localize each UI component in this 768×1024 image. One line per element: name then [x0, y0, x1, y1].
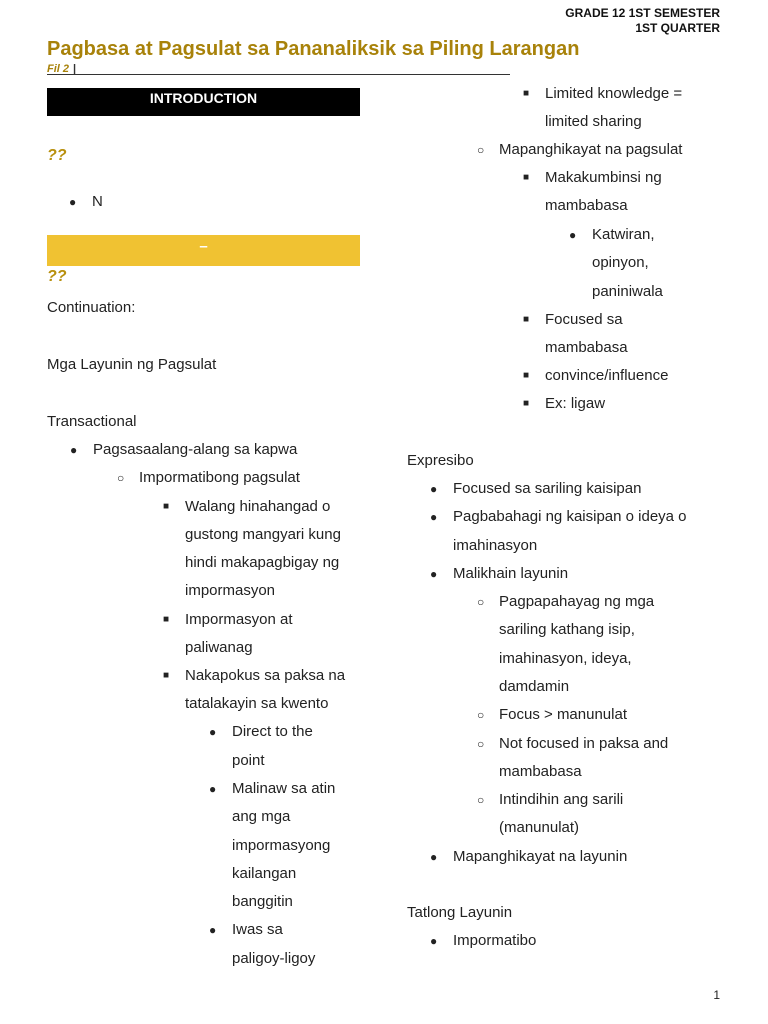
square-bullet-marker: ■ — [163, 501, 170, 512]
left-line: Nakapokus sa paksa na — [185, 667, 346, 684]
bullet-n-text: N — [92, 193, 103, 210]
filled-bullet-marker: ● — [209, 923, 217, 937]
right-line: damdamin — [499, 678, 570, 695]
right-line: Pagbabahagi ng kaisipan o ideya o — [453, 508, 687, 525]
right-line: mambabasa — [499, 763, 582, 780]
left-line: point — [232, 752, 265, 769]
hollow-bullet-marker: ○ — [117, 471, 125, 485]
left-line: tatalakayin sa kwento — [185, 695, 329, 712]
right-line: Makakumbinsi ng — [545, 169, 662, 186]
left-line: Walang hinahangad o — [185, 498, 331, 515]
filled-bullet-marker: ● — [209, 782, 217, 796]
document-title: Pagbasa at Pagsulat sa Pananaliksik sa Piling Larangan — [47, 38, 580, 60]
right-line: convince/influence — [545, 367, 669, 384]
hollow-bullet-marker: ○ — [477, 143, 485, 157]
subject-separator: | — [73, 63, 77, 75]
square-bullet-marker: ■ — [523, 314, 530, 325]
filled-bullet-marker: ● — [430, 850, 438, 864]
square-bullet-marker: ■ — [523, 88, 530, 99]
quarter-label: 1ST QUARTER — [635, 21, 720, 35]
question-marks-heading-2: ?? — [47, 268, 67, 285]
left-line: kailangan — [232, 865, 297, 882]
filled-bullet-marker: ● — [430, 934, 438, 948]
filled-bullet-marker: ● — [430, 510, 438, 524]
filled-bullet-marker: ● — [569, 228, 577, 242]
right-line: Expresibo — [407, 452, 474, 469]
hollow-bullet-marker: ○ — [477, 708, 485, 722]
subject-code: Fil 2 — [47, 63, 70, 75]
right-line: opinyon, — [592, 254, 649, 271]
right-line: (manunulat) — [499, 819, 580, 836]
left-line: ang mga — [232, 808, 291, 825]
square-bullet-marker: ■ — [523, 398, 530, 409]
left-line: impormasyong — [232, 837, 331, 854]
right-line: imahinasyon, ideya, — [499, 650, 632, 667]
right-line: sariling kathang isip, — [499, 621, 635, 638]
right-line: Impormatibo — [453, 932, 537, 949]
left-line: gustong mangyari kung — [185, 526, 341, 543]
square-bullet-marker: ■ — [523, 172, 530, 183]
left-line: paligoy-ligoy — [232, 950, 316, 967]
page-number: 1 — [713, 988, 720, 1002]
square-bullet-marker: ■ — [523, 370, 530, 381]
left-line: paliwanag — [185, 639, 253, 656]
subject-line — [47, 63, 510, 75]
introduction-banner: INTRODUCTION — [47, 88, 360, 116]
right-line: paniniwala — [592, 283, 663, 300]
left-line: Iwas sa — [232, 921, 283, 938]
left-line: Mga Layunin ng Pagsulat — [47, 356, 217, 373]
right-line: Focused sa — [545, 311, 623, 328]
filled-bullet-marker: ● — [209, 725, 217, 739]
right-line: Ex: ligaw — [545, 395, 606, 412]
right-line: limited sharing — [545, 113, 642, 130]
filled-bullet-marker: ● — [430, 567, 438, 581]
right-line: imahinasyon — [453, 537, 538, 554]
right-line: Katwiran, — [592, 226, 655, 243]
right-line: mambabasa — [545, 339, 628, 356]
right-line: Intindihin ang sarili — [499, 791, 624, 808]
left-line: Malinaw sa atin — [232, 780, 336, 797]
square-bullet-marker: ■ — [163, 670, 170, 681]
left-line: hindi makapagbigay ng — [185, 554, 340, 571]
left-line: Pagsasaalang-alang sa kapwa — [93, 441, 298, 458]
right-line: mambabasa — [545, 197, 628, 214]
right-line: Mapanghikayat na pagsulat — [499, 141, 683, 158]
gold-banner: – — [47, 235, 360, 266]
left-line: Transactional — [47, 413, 137, 430]
right-line: Malikhain layunin — [453, 565, 569, 582]
left-line: Continuation: — [47, 299, 136, 316]
right-line: Focused sa sariling kaisipan — [453, 480, 642, 497]
right-line: Tatlong Layunin — [407, 904, 513, 921]
question-marks-heading: ?? — [47, 147, 67, 164]
left-line: Impormasyon at — [185, 611, 293, 628]
right-line: Limited knowledge = — [545, 85, 683, 102]
left-line: Direct to the — [232, 723, 313, 740]
hollow-bullet-marker: ○ — [477, 737, 485, 751]
right-line: Not focused in paksa and — [499, 735, 669, 752]
right-line: Mapanghikayat na layunin — [453, 848, 628, 865]
right-line: Focus > manunulat — [499, 706, 627, 723]
filled-bullet-marker: ● — [70, 443, 78, 457]
square-bullet-marker: ■ — [163, 614, 170, 625]
left-line: banggitin — [232, 893, 293, 910]
hollow-bullet-marker: ○ — [477, 595, 485, 609]
right-line: Pagpapahayag ng mga — [499, 593, 655, 610]
bullet-marker: ● — [69, 195, 77, 209]
left-line: impormasyon — [185, 582, 276, 599]
filled-bullet-marker: ● — [430, 482, 438, 496]
hollow-bullet-marker: ○ — [477, 793, 485, 807]
grade-semester: GRADE 12 1ST SEMESTER — [565, 6, 720, 20]
left-line: Impormatibong pagsulat — [139, 469, 300, 486]
